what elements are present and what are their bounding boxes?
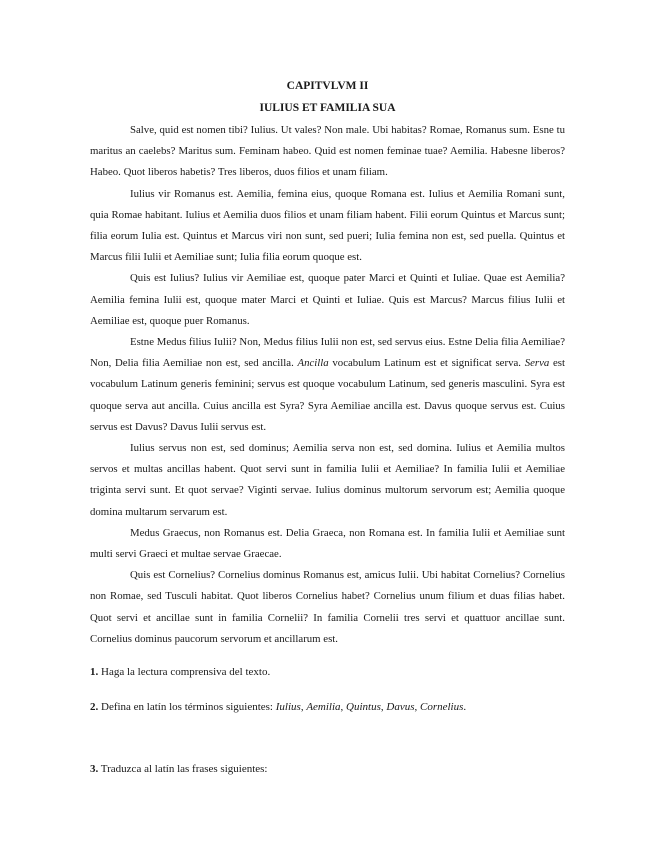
text-run: Iulius servus non est, sed dominus; Aemilia serva non est, sed domina. Iulius et Aemilia multos servos et multas ancillas habent. Quot servi sunt in familia Iulii et Aemiliae? In familia Iulii et Aemiliae triginta servi sunt. Et quot servae? Viginti servae. Iulius dominus multorum servorum est; Aemilia quoque domina multarum servarum est.	[90, 442, 565, 518]
chapter-title: IULIUS ET FAMILIA SUA	[259, 102, 396, 114]
paragraph	[90, 565, 565, 650]
text-run: Salve, quid est nomen tibi? Iulius. Ut vales? Non male. Ubi habitas? Romae, Romanus sum. Esne tu maritus an caelebs? Maritus sum. Feminam habeo. Quid est nomen feminae tuae? Aemilia. Habesne liberos? Habeo. Quot liberos habetis? Tres liberos, duos filios et unam filiam.	[90, 124, 565, 179]
italic-term: Serva	[524, 357, 550, 370]
document-page	[90, 80, 565, 775]
text-run: ,	[300, 701, 307, 714]
chapter-heading: CAPITVLVM II	[286, 80, 369, 92]
text-run: ,	[340, 701, 347, 714]
exercise-question	[90, 763, 565, 775]
text-run: Quis est Iulius? Iulius vir Aemiliae est, quoque pater Marci et Quinti et Iuliae. Quae est Aemilia? Aemilia femina Iulii est, quoque mater Marci et Quinti et Iuliae. Quis est Marcus? Marcus filius Iulii et Aemiliae est, quoque puer Romanus.	[90, 272, 565, 327]
paragraph	[90, 120, 565, 184]
text-run: vocabulum Latinum est et significat serva.	[328, 357, 525, 370]
text-run: Quis est Cornelius? Cornelius dominus Romanus est, amicus Iulii. Ubi habitat Cornelius? Cornelius non Romae, sed Tusculi habitat. Quot liberos Cornelius habet? Cornelius unum filium et duas filias habet. Quot servi et ancillae sunt in familia Cornelii? In familia Cornelii tres servi et quattuor ancillae sunt. Cornelius dominus paucorum servorum et ancillarum est.	[90, 569, 565, 645]
question-number: 1.	[90, 666, 99, 679]
body-text	[90, 120, 565, 650]
question-number: 3.	[90, 763, 99, 776]
text-run: .	[463, 701, 467, 714]
paragraph	[90, 184, 565, 269]
text-run: Defina en latín los términos siguientes:	[98, 701, 276, 714]
italic-term: Davus	[386, 701, 415, 714]
question-text	[98, 763, 267, 775]
italic-term: Cornelius	[419, 701, 464, 714]
italic-term: Aemilia	[306, 701, 341, 714]
text-run: est vocabulum Latinum generis feminini; servus est quoque vocabulum Latinum, sed generis masculini. Syra est quoque serva aut ancilla. Cuius ancilla est Syra? Syra Aemiliae ancilla est. Davus quoque servus est. Cuius servus est Davus? Davus Iulii servus est.	[90, 357, 565, 433]
text-run: Haga la lectura comprensiva del texto.	[98, 666, 271, 679]
text-run: Estne Medus filius Iulii? Non, Medus filius Iulii non est, sed servus eius. Estne Delia filia Aemiliae? Non, Delia filia Aemiliae non est, sed ancilla.	[90, 336, 565, 370]
text-run: Traduzca al latín las frases siguientes:	[98, 763, 268, 776]
paragraph	[90, 523, 565, 565]
exercise-question	[90, 701, 565, 713]
italic-term: Iulius	[275, 701, 301, 714]
exercise-question	[90, 666, 565, 678]
paragraph	[90, 332, 565, 438]
question-text	[98, 701, 466, 713]
text-run: ,	[414, 701, 420, 714]
text-run: Iulius vir Romanus est. Aemilia, femina eius, quoque Romana est. Iulius et Aemilia Romani sunt, quia Romae habitant. Iulius et Aemilia duos filios et unam filiam habent. Filii eorum Quintus et Marcus sunt; filia eorum Iulia est. Quintus et Marcus viri non sunt, sed pueri; Iulia femina non est, sed puella. Quintus et Marcus filii Iulii et Aemiliae sunt; Iulia filia eorum quoque est.	[90, 187, 565, 264]
italic-term: Quintus	[346, 701, 381, 714]
question-text	[98, 666, 270, 678]
paragraph	[90, 438, 565, 523]
question-number: 2.	[90, 701, 99, 714]
text-run: Medus Graecus, non Romanus est. Delia Graeca, non Romana est. In familia Iulii et Aemiliae sunt multi servi Graeci et multae servae Graecae.	[90, 526, 565, 561]
text-run: ,	[380, 701, 387, 714]
paragraph	[90, 268, 565, 332]
italic-term: Ancilla	[297, 357, 329, 370]
